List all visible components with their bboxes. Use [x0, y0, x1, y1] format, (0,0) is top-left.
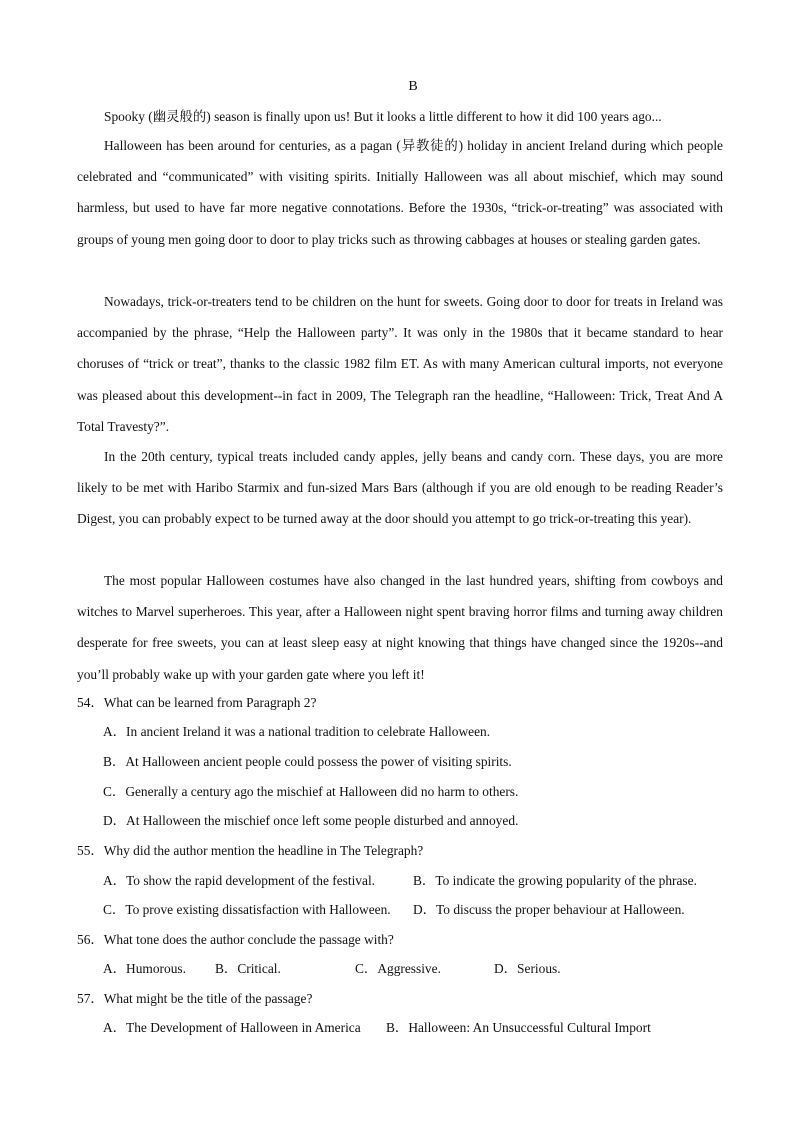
question-57-option-a: A．The Development of Halloween in America: [103, 1020, 361, 1035]
question-56-option-a: A．Humorous.: [103, 961, 186, 976]
question-54-option-b: B．At Halloween ancient people could possess the power of visiting spirits.: [103, 754, 512, 769]
question-55-option-b: B．To indicate the growing popularity of the phrase.: [413, 873, 697, 888]
question-57-stem: 57．What might be the title of the passage?: [77, 991, 313, 1006]
passage-paragraph-3: Nowadays, trick-or-treaters tend to be children on the hunt for sweets. Going door to door for treats in Ireland was accompanied by the phrase, “Help the Halloween party”. It was only in the 1980s that it became standard to hear choruses of “trick or treat”, thanks to the classic 1982 film ET. As with many American cultural imports, not everyone was pleased about this development--in fact in 2009, The Telegraph ran the headline, “Halloween: Trick, Treat And A Total Travesty?”.: [77, 294, 723, 434]
question-54-stem: 54．What can be learned from Paragraph 2?: [77, 695, 317, 710]
question-56-option-b: B．Critical.: [215, 961, 281, 976]
question-54-option-a: A．In ancient Ireland it was a national tradition to celebrate Halloween.: [103, 724, 491, 739]
question-56-option-d: D．Serious.: [494, 961, 561, 976]
passage-paragraph-4: In the 20th century, typical treats included candy apples, jelly beans and candy corn. These days, you are more likely to be met with Haribo Starmix and fun-sized Mars Bars (although if you are old enough to be reading Reader’s Digest, you can probably expect to be turned away at the door should you attempt to go trick-or-treating this year).: [77, 449, 723, 527]
question-55-option-d: D．To discuss the proper behaviour at Halloween.: [413, 902, 685, 917]
passage-paragraph-2: Halloween has been around for centuries, as a pagan (异教徒的) holiday in ancient Ireland during which people celebrated and “communicated” with visiting spirits. Initially Halloween was all about mischief, which may sound harmless, but used to have far more negative connotations. Before the 1930s, “trick-or-treating” was associated with groups of young men going door to door to play tricks such as throwing cabbages at houses or stealing garden gates.: [77, 138, 723, 247]
passage-intro: Spooky (幽灵般的) season is finally upon us! But it looks a little different to how it did 100 years ago...: [104, 109, 662, 124]
question-55-stem: 55．Why did the author mention the headline in The Telegraph?: [77, 843, 424, 858]
question-55-option-c: C．To prove existing dissatisfaction with Halloween.: [103, 902, 391, 917]
question-55-option-a: A．To show the rapid development of the festival.: [103, 873, 376, 888]
question-54-option-c: C．Generally a century ago the mischief at Halloween did no harm to others.: [103, 784, 519, 799]
question-56-stem: 56．What tone does the author conclude the passage with?: [77, 932, 394, 947]
section-label: B: [408, 79, 418, 94]
question-57-option-b: B．Halloween: An Unsuccessful Cultural Import: [386, 1020, 651, 1035]
question-54-option-d: D．At Halloween the mischief once left some people disturbed and annoyed.: [103, 813, 519, 828]
passage-paragraph-5: The most popular Halloween costumes have also changed in the last hundred years, shifting from cowboys and witches to Marvel superheroes. This year, after a Halloween night spent braving horror films and turning away children desperate for free sweets, you can at least sleep easy at night knowing that things have changed since the 1920s--and you’ll probably wake up with your garden gate where you left it!: [77, 573, 723, 682]
question-56-option-c: C．Aggressive.: [355, 961, 441, 976]
